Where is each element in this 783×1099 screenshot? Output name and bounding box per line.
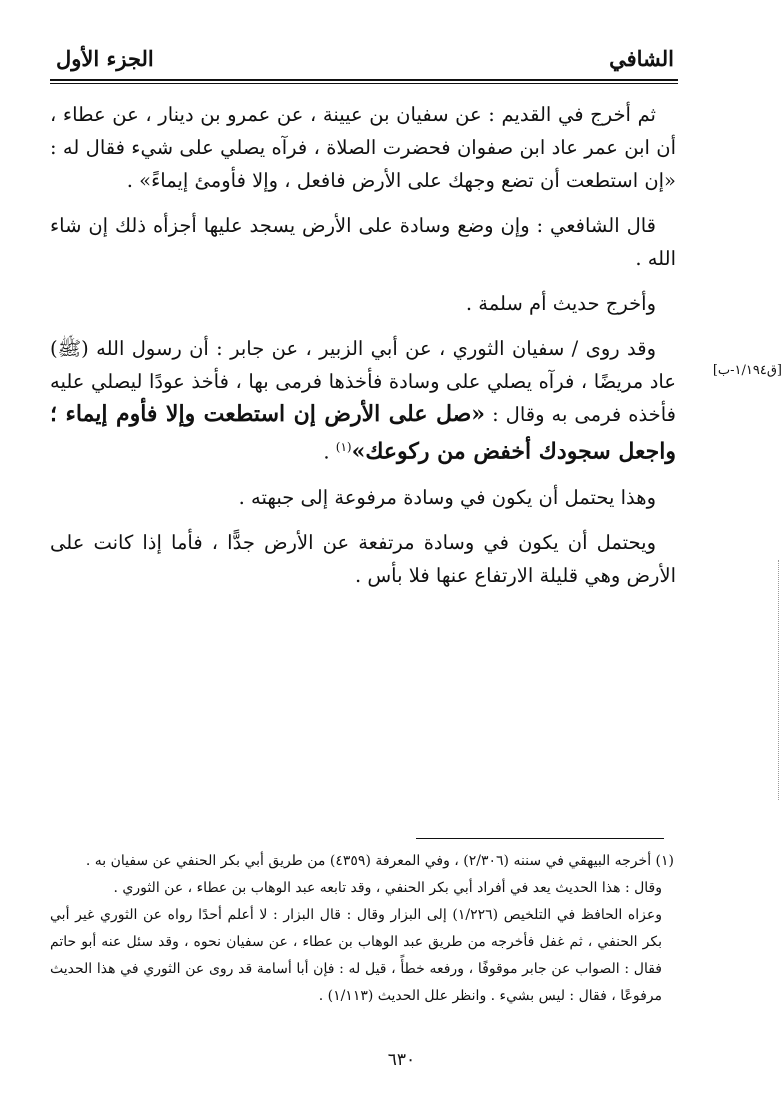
paragraph-4	[50, 332, 676, 469]
footnote-1: (١) أخرجه البيهقي في سننه (٢/٣٠٦) ، وفي المعرفة (٤٣٥٩) من طريق أبي بكر الحنفي عن سفيان به .	[85, 853, 674, 869]
paragraph-6: ويحتمل أن يكون في وسادة مرتفعة عن الأرض جدًّا ، فأما إذا كانت على الأرض وهي قليلة الارتفاع عنها فلا بأس .	[50, 530, 676, 587]
paragraph-5: وهذا يحتمل أن يكون في وسادة مرفوعة إلى جبهته .	[238, 485, 656, 509]
paragraph-4-end: .	[323, 440, 336, 464]
main-text	[50, 98, 676, 604]
page-number: ٦٣٠	[387, 1050, 416, 1070]
paragraph-1: ثم أخرج في القديم : عن سفيان بن عيينة ، عن عمرو بن دينار ، عن عطاء ، أن ابن عمر عاد ابن صفوان فحضرت الصلاة ، فرآه يصلي على شيء فقال له : «إن استطعت أن تضع وجهك على الأرض فافعل ، وإلا فأومئ إيماءً» .	[50, 103, 676, 192]
footnote-divider	[416, 838, 664, 839]
footnote-1-cont-b: وعزاه الحافظ في التلخيص (١/٢٢٦) إلى البزار وقال : قال البزار : لا أعلم أحدًا رواه عن الثوري غير أبي بكر الحنفي ، ثم غفل فأخرجه من طريق عبد الوهاب بن عطاء ، عن سفيان نحوه ، وقد سئل عنه أبو حاتم فقال : الصواب عن جابر موقوفًا ، ورفعه خطأً ، قيل له : فإن أبا أسامة قد روى عن الثوري في هذا الحديث مرفوعًا ، فقال : ليس بشيء . وانظر علل الحديث (١/١١٣) .	[50, 907, 662, 1004]
running-header	[50, 40, 678, 76]
footnote-1-cont-a: وقال : هذا الحديث يعد في أفراد أبي بكر الحنفي ، وقد تابعه عبد الوهاب بن عطاء ، عن الثوري .	[113, 880, 662, 896]
footnotes	[50, 848, 674, 1010]
footnote-ref[interactable]: (١)	[335, 440, 352, 454]
paragraph-2: قال الشافعي : وإن وضع وسادة على الأرض يسجد عليها أجزأه ذلك إن شاء الله .	[50, 214, 676, 270]
header-divider	[50, 79, 678, 84]
book-title: الشافي	[609, 46, 674, 71]
paragraph-4-text: وقد روى / سفيان الثوري ، عن أبي الزبير ، عن جابر : أن رسول الله (ﷺ) عاد مريضًا ، فرآه يصلي على وسادة فأخذها فرمى بها ، فأخذ عودًا ليصلي عليه فأخذه فرمى به وقال :	[50, 337, 677, 426]
paragraph-3: وأخرج حديث أم سلمة .	[465, 292, 656, 315]
hadith-quote: «صل على الأرض إن استطعت وإلا فأوم إيماء ؛ واجعل سجودك أخفض من ركوعك»	[50, 401, 676, 465]
manuscript-folio-note: [ق١/١٩٤-ب]	[712, 363, 782, 378]
page-edge-mark	[778, 560, 781, 800]
volume-label: الجزء الأول	[56, 46, 154, 71]
